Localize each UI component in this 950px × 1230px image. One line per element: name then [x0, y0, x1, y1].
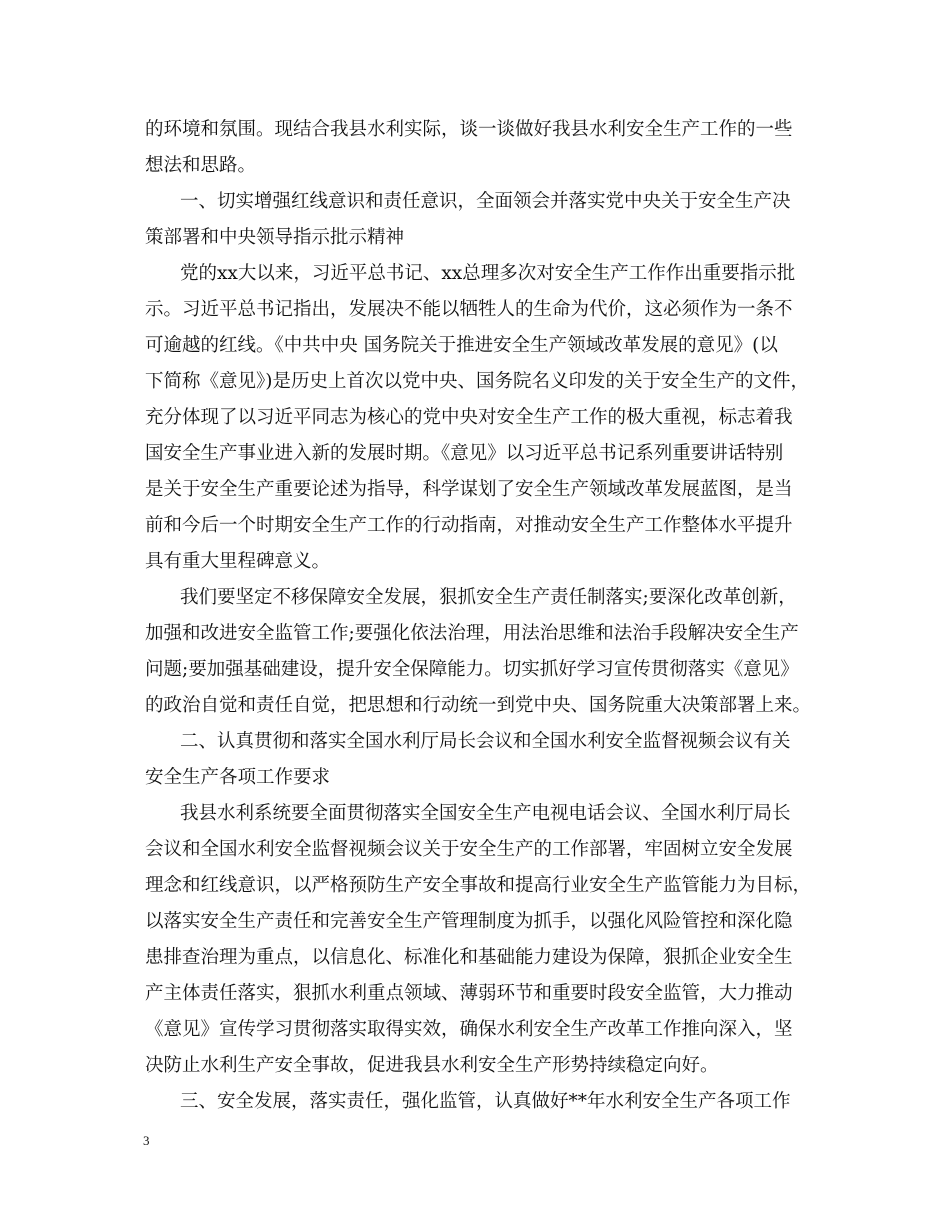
body-line: 患排查治理为重点，以信息化、标准化和基础能力建设为保障，狠抓企业安全生: [145, 947, 793, 968]
body-line: 以落实安全生产责任和完善安全生产管理制度为抓手，以强化风险管控和深化隐: [145, 911, 793, 932]
body-line: 具有重大里程碑意义。: [145, 551, 331, 572]
body-line: 的政治自觉和责任自觉，把思想和行动统一到党中央、国务院重大决策部署上来。: [145, 695, 812, 716]
section-heading-line: 策部署和中央领导指示批示精神: [145, 227, 405, 248]
body-line: 示。习近平总书记指出，发展决不能以牺牲人的生命为代价，这必须作为一条不: [145, 299, 793, 320]
body-line: 想法和思路。: [145, 155, 257, 176]
body-line: 可逾越的红线。《中共中央 国务院关于推进安全生产领域改革发展的意见》(以: [145, 335, 778, 356]
body-line: 下简称《意见》)是历史上首次以党中央、国务院名义印发的关于安全生产的文件，: [145, 371, 809, 392]
body-line: 是关于安全生产重要论述为指导，科学谋划了安全生产领域改革发展蓝图，是当: [145, 479, 793, 500]
section-heading-line: 三、安全发展，落实责任，强化监管，认真做好**年水利安全生产各项工作: [180, 1091, 791, 1112]
body-line: 的环境和氛围。现结合我县水利实际，谈一谈做好我县水利安全生产工作的一些: [145, 119, 793, 140]
body-line: 理念和红线意识，以严格预防生产安全事故和提高行业安全生产监管能力为目标，: [145, 875, 812, 896]
body-line: 充分体现了以习近平同志为核心的党中央对安全生产工作的极大重视，标志着我: [145, 407, 793, 428]
body-line: 决防止水利生产安全事故，促进我县水利安全生产形势持续稳定向好。: [145, 1055, 719, 1076]
page-number: 3: [143, 1133, 150, 1148]
body-line: 《意见》宣传学习贯彻落实取得实效，确保水利安全生产改革工作推向深入，坚: [145, 1019, 793, 1040]
section-heading-line: 二、认真贯彻和落实全国水利厅局长会议和全国水利安全监督视频会议有关: [180, 731, 791, 752]
body-line: 党的xx大以来，习近平总书记、xx总理多次对安全生产工作作出重要指示批: [180, 263, 796, 284]
body-line: 我县水利系统要全面贯彻落实全国安全生产电视电话会议、全国水利厅局长: [180, 803, 791, 824]
body-line: 国安全生产事业进入新的发展时期。《意见》以习近平总书记系列重要讲话特别: [145, 443, 784, 464]
body-line: 加强和改进安全监管工作;要强化依法治理，用法治思维和法治手段解决安全生产: [145, 623, 799, 644]
body-line: 会议和全国水利安全监督视频会议关于安全生产的工作部署，牢固树立安全发展: [145, 839, 793, 860]
body-line: 我们要坚定不移保障安全发展，狠抓安全生产责任制落实;要深化改革创新，: [180, 587, 797, 608]
section-heading-line: 安全生产各项工作要求: [145, 767, 331, 788]
body-line: 问题;要加强基础建设，提升安全保障能力。切实抓好学习宣传贯彻落实《意见》: [145, 659, 799, 680]
body-line: 产主体责任落实，狠抓水利重点领域、薄弱环节和重要时段安全监管，大力推动: [145, 983, 793, 1004]
section-heading-line: 一、切实增强红线意识和责任意识，全面领会并落实党中央关于安全生产决: [180, 191, 791, 212]
body-line: 前和今后一个时期安全生产工作的行动指南，对推动安全生产工作整体水平提升: [145, 515, 793, 536]
